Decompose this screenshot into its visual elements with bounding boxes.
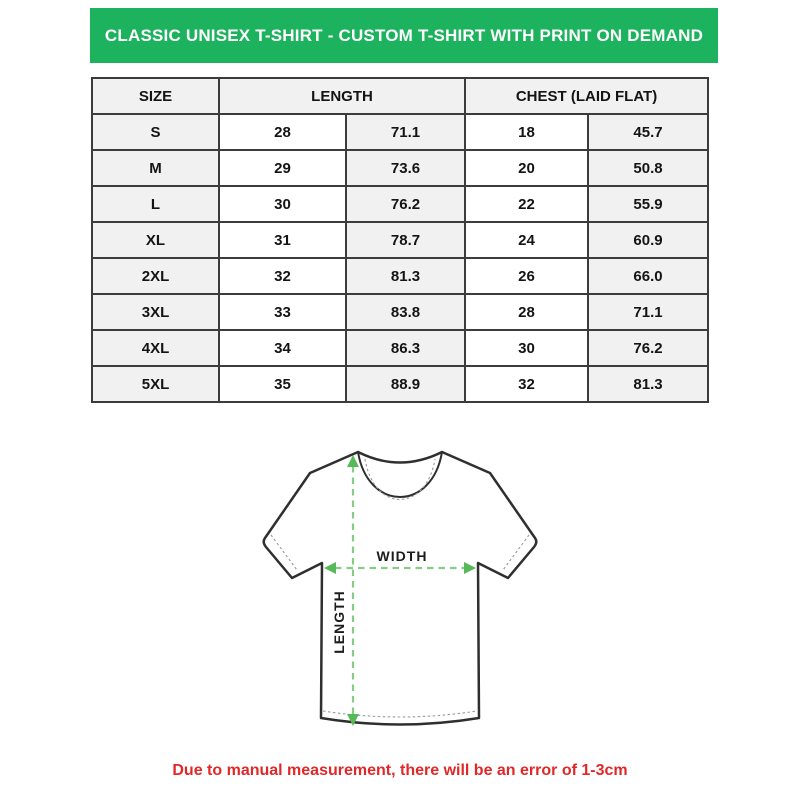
chest-cm-cell: 45.7: [588, 114, 708, 150]
size-cell: S: [92, 114, 219, 150]
table-row: [92, 258, 708, 294]
header-chest: CHEST (LAID FLAT): [465, 78, 708, 114]
table-row: [92, 366, 708, 402]
width-label: WIDTH: [376, 548, 428, 564]
header-length: LENGTH: [219, 78, 465, 114]
size-cell: 2XL: [92, 258, 219, 294]
chest-in-cell: 26: [465, 258, 588, 294]
tshirt-measurement-diagram: [240, 430, 560, 750]
length-label: LENGTH: [331, 590, 347, 654]
table-row: [92, 330, 708, 366]
table-header-row: [92, 78, 708, 114]
chest-in-cell: 30: [465, 330, 588, 366]
length-cm-cell: 76.2: [346, 186, 465, 222]
size-cell: 3XL: [92, 294, 219, 330]
page-title: CLASSIC UNISEX T-SHIRT - CUSTOM T-SHIRT WITH PRINT ON DEMAND: [104, 25, 704, 45]
length-in-cell: 32: [219, 258, 346, 294]
chest-cm-cell: 50.8: [588, 150, 708, 186]
size-cell: 4XL: [92, 330, 219, 366]
header-size: SIZE: [92, 78, 219, 114]
chest-cm-cell: 60.9: [588, 222, 708, 258]
table-row: [92, 294, 708, 330]
length-in-cell: 30: [219, 186, 346, 222]
chest-in-cell: 28: [465, 294, 588, 330]
chest-cm-cell: 81.3: [588, 366, 708, 402]
chest-in-cell: 18: [465, 114, 588, 150]
length-cm-cell: 81.3: [346, 258, 465, 294]
table-row: [92, 222, 708, 258]
size-cell: M: [92, 150, 219, 186]
length-cm-cell: 83.8: [346, 294, 465, 330]
length-cm-cell: 71.1: [346, 114, 465, 150]
length-in-cell: 31: [219, 222, 346, 258]
chest-cm-cell: 66.0: [588, 258, 708, 294]
size-table: [91, 77, 709, 403]
chest-in-cell: 32: [465, 366, 588, 402]
length-cm-cell: 86.3: [346, 330, 465, 366]
table-row: [92, 186, 708, 222]
size-cell: 5XL: [92, 366, 219, 402]
chest-cm-cell: 76.2: [588, 330, 708, 366]
length-in-cell: 28: [219, 114, 346, 150]
length-in-cell: 33: [219, 294, 346, 330]
chest-in-cell: 24: [465, 222, 588, 258]
title-banner: [90, 8, 718, 63]
length-in-cell: 35: [219, 366, 346, 402]
table-row: [92, 114, 708, 150]
length-cm-cell: 73.6: [346, 150, 465, 186]
size-cell: XL: [92, 222, 219, 258]
table-row: [92, 150, 708, 186]
chest-in-cell: 20: [465, 150, 588, 186]
length-in-cell: 34: [219, 330, 346, 366]
size-cell: L: [92, 186, 219, 222]
tshirt-diagram-svg: [240, 430, 560, 750]
tshirt-outline: [264, 452, 537, 725]
chest-cm-cell: 71.1: [588, 294, 708, 330]
length-cm-cell: 78.7: [346, 222, 465, 258]
chest-in-cell: 22: [465, 186, 588, 222]
length-cm-cell: 88.9: [346, 366, 465, 402]
measurement-disclaimer: Due to manual measurement, there will be an error of 1-3cm: [172, 762, 628, 779]
length-in-cell: 29: [219, 150, 346, 186]
chest-cm-cell: 55.9: [588, 186, 708, 222]
